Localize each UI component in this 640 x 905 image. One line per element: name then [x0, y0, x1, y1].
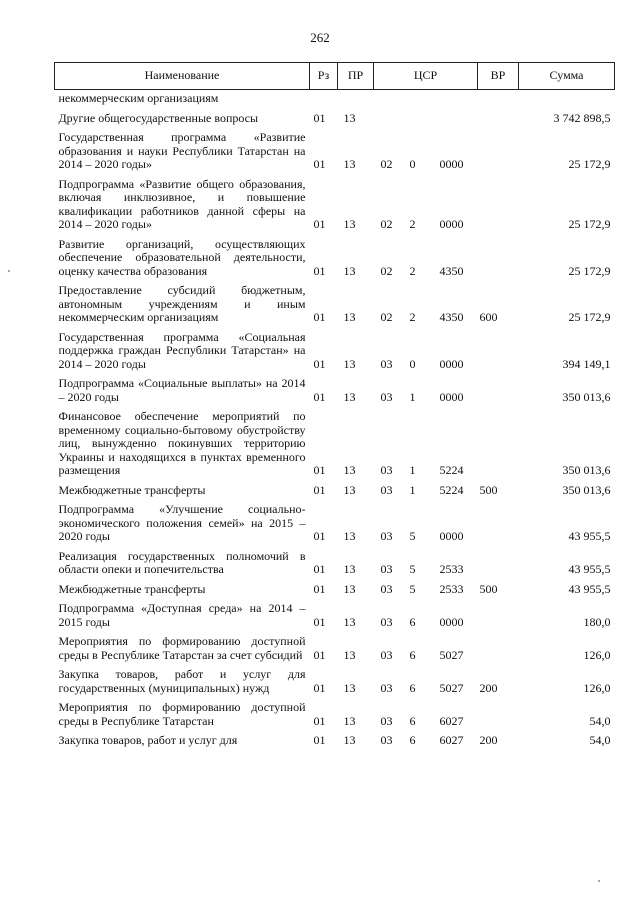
row-rz: 01 — [313, 647, 326, 662]
row-sum: 350 013,6 — [562, 463, 611, 477]
row-rz: 01 — [313, 482, 326, 497]
row-name: Государственная программа «Развитие образования и науки Республики Татарстан на 2014 – 2020 годы» — [58, 130, 306, 171]
row-rz: 01 — [313, 157, 326, 171]
row-csr-program: 03 — [380, 733, 393, 747]
row-rz: 01 — [313, 733, 326, 747]
row-sum: 54,0 — [589, 733, 611, 747]
row-rz: 01 — [313, 217, 326, 231]
table-row — [55, 278, 615, 325]
table-row — [55, 325, 615, 372]
page-number: 262 — [310, 30, 330, 45]
row-pr: 13 — [343, 157, 356, 171]
row-sum: 126,0 — [583, 647, 611, 662]
continuation-row — [55, 90, 615, 106]
row-csr-code: 5027 — [439, 647, 464, 662]
row-vr — [478, 125, 519, 172]
row-rz: 01 — [313, 356, 326, 371]
row-csr-program: 03 — [380, 713, 393, 728]
scan-speck — [598, 880, 600, 882]
scan-speck — [8, 270, 10, 272]
row-sum: 43 955,5 — [568, 529, 611, 543]
row-rz: 01 — [313, 562, 326, 576]
row-csr-subprogram: 6 — [409, 647, 416, 662]
table-row — [55, 596, 615, 629]
row-csr-subprogram: 1 — [409, 389, 416, 404]
row-csr-code: 5224 — [439, 463, 464, 477]
row-pr: 13 — [343, 647, 356, 662]
row-vr: 200 — [479, 733, 498, 747]
row-csr-subprogram: 5 — [409, 562, 416, 576]
table-row — [55, 662, 615, 695]
row-pr: 13 — [343, 562, 356, 576]
table-row — [55, 404, 615, 478]
row-rz: 01 — [313, 263, 326, 278]
table-row — [55, 232, 615, 279]
row-csr-program: 03 — [380, 581, 393, 596]
row-vr — [478, 695, 519, 728]
row-vr — [478, 544, 519, 577]
row-csr-program: 03 — [380, 389, 393, 404]
row-csr-code: 2533 — [439, 562, 464, 576]
table-row — [55, 577, 615, 597]
row-csr-code: 5224 — [439, 482, 464, 497]
row-sum: 54,0 — [589, 713, 611, 728]
row-csr-subprogram: 6 — [409, 733, 416, 747]
row-name: Другие общегосударственные вопросы — [58, 110, 259, 125]
row-rz: 01 — [313, 614, 326, 629]
row-vr: 200 — [479, 680, 498, 695]
table-header — [55, 63, 615, 90]
row-name: Подпрограмма «Улучшение социально-экономического положения семей» на 2015 – 2020 годы — [58, 502, 306, 543]
row-name: Мероприятия по формированию доступной среды в Республике Татарстан — [58, 700, 306, 728]
row-vr: 600 — [479, 310, 498, 324]
row-rz: 01 — [313, 529, 326, 543]
row-vr: 500 — [479, 581, 498, 596]
row-name: Межбюджетные трансферты — [58, 581, 206, 596]
row-vr — [478, 629, 519, 662]
row-name: Подпрограмма «Социальные выплаты» на 2014 – 2020 годы — [58, 376, 306, 404]
row-sum: 43 955,5 — [568, 581, 611, 596]
row-csr-subprogram — [400, 106, 426, 126]
row-sum: 394 149,1 — [562, 356, 611, 371]
row-pr: 13 — [343, 581, 356, 596]
header-rz: Рз — [310, 63, 338, 90]
row-csr-program: 03 — [380, 614, 393, 629]
table-row — [55, 106, 615, 126]
continuation-text: некоммерческим организациям — [58, 91, 219, 105]
row-name: Межбюджетные трансферты — [58, 482, 206, 497]
row-rz: 01 — [313, 680, 326, 695]
row-csr-program: 03 — [380, 647, 393, 662]
row-name: Развитие организаций, осуществляющих обеспечение образовательной деятельности, оценку качества образования — [58, 236, 306, 278]
row-pr: 13 — [343, 263, 356, 278]
row-csr-subprogram: 6 — [409, 614, 416, 629]
row-name: Закупка товаров, работ и услуг для — [58, 733, 238, 747]
row-csr-code: 4350 — [439, 263, 464, 278]
row-pr: 13 — [343, 463, 356, 477]
row-csr-subprogram: 1 — [409, 482, 416, 497]
row-csr-program: 02 — [380, 263, 393, 278]
table-row — [55, 478, 615, 498]
table-row — [55, 125, 615, 172]
row-csr-program: 03 — [380, 562, 393, 576]
row-csr-program: 02 — [380, 217, 393, 231]
row-csr-code: 0000 — [439, 356, 464, 371]
row-vr — [478, 404, 519, 478]
row-sum: 3 742 898,5 — [553, 110, 611, 125]
row-csr-code: 2533 — [439, 581, 464, 596]
row-pr: 13 — [343, 110, 356, 125]
row-pr: 13 — [343, 356, 356, 371]
row-sum: 126,0 — [583, 680, 611, 695]
row-csr-code: 0000 — [439, 614, 464, 629]
row-csr-program: 02 — [380, 310, 393, 324]
row-pr: 13 — [343, 680, 356, 695]
row-pr: 13 — [343, 733, 356, 747]
row-pr: 13 — [343, 614, 356, 629]
row-csr-code: 6027 — [439, 733, 464, 747]
row-csr-program: 03 — [380, 529, 393, 543]
row-sum: 180,0 — [583, 614, 611, 629]
row-pr: 13 — [343, 389, 356, 404]
row-name: Предоставление субсидий бюджетным, автономным учреждениям и иным некоммерческим организациям — [58, 283, 306, 324]
row-name: Финансовое обеспечение мероприятий по временному социально-бытовому обустройству лиц, вынужденно покинувших территорию Украины и находящихся в пунктах временного размещения — [58, 409, 306, 477]
row-sum: 25 172,9 — [568, 310, 611, 324]
row-sum: 25 172,9 — [568, 157, 611, 171]
row-csr-code: 0000 — [439, 217, 464, 231]
row-csr-program — [374, 106, 400, 126]
table-row — [55, 497, 615, 544]
row-sum: 25 172,9 — [568, 263, 611, 278]
row-csr-subprogram: 0 — [409, 157, 416, 171]
row-rz: 01 — [313, 310, 326, 324]
row-sum: 350 013,6 — [562, 389, 611, 404]
row-rz: 01 — [313, 581, 326, 596]
row-vr — [478, 497, 519, 544]
header-sum: Сумма — [519, 63, 615, 90]
row-vr — [478, 172, 519, 232]
row-name: Мероприятия по формированию доступной среды в Республике Татарстан за счет субсидий — [58, 634, 306, 662]
row-name: Подпрограмма «Развитие общего образования, включая инклюзивное, и повышение квалификации работников данной сферы на 2014 – 2020 годы» — [58, 176, 306, 231]
row-csr-code — [426, 106, 478, 126]
row-sum: 25 172,9 — [568, 217, 611, 231]
row-vr: 500 — [479, 482, 498, 497]
row-csr-subprogram: 2 — [409, 217, 416, 231]
row-sum: 43 955,5 — [568, 562, 611, 576]
row-name: Подпрограмма «Доступная среда» на 2014 – 2015 годы — [58, 601, 306, 629]
row-pr: 13 — [343, 217, 356, 231]
header-pr: ПР — [338, 63, 374, 90]
row-csr-program: 02 — [380, 157, 393, 171]
row-csr-code: 0000 — [439, 389, 464, 404]
row-rz: 01 — [313, 713, 326, 728]
row-name: Закупка товаров, работ и услуг для государственных (муниципальных) нужд — [58, 667, 306, 695]
row-vr — [478, 106, 519, 126]
row-csr-code: 4350 — [439, 310, 464, 324]
table-row — [55, 544, 615, 577]
table-row — [55, 629, 615, 662]
row-name: Государственная программа «Социальная поддержка граждан Республики Татарстан» на 2014 – 2020 годы — [58, 329, 306, 371]
row-rz: 01 — [313, 463, 326, 477]
row-csr-subprogram: 1 — [409, 463, 416, 477]
row-rz: 01 — [313, 110, 326, 125]
row-csr-code: 5027 — [439, 680, 464, 695]
row-vr — [478, 596, 519, 629]
header-csr: ЦСР — [374, 63, 478, 90]
table-row — [55, 172, 615, 232]
row-csr-subprogram: 2 — [409, 263, 416, 278]
row-csr-program: 03 — [380, 482, 393, 497]
row-sum: 350 013,6 — [562, 482, 611, 497]
table-row — [55, 371, 615, 404]
row-pr: 13 — [343, 713, 356, 728]
row-name: Реализация государственных полномочий в области опеки и попечительства — [58, 548, 306, 576]
row-csr-subprogram: 5 — [409, 581, 416, 596]
row-pr: 13 — [343, 482, 356, 497]
row-csr-code: 0000 — [439, 529, 464, 543]
table-row — [55, 728, 615, 748]
table-row — [55, 695, 615, 728]
row-vr — [478, 325, 519, 372]
row-csr-subprogram: 0 — [409, 356, 416, 371]
row-csr-program: 03 — [380, 356, 393, 371]
row-csr-code: 6027 — [439, 713, 464, 728]
row-csr-code: 0000 — [439, 157, 464, 171]
row-pr: 13 — [343, 310, 356, 324]
row-csr-subprogram: 6 — [409, 713, 416, 728]
row-csr-program: 03 — [380, 463, 393, 477]
budget-table — [54, 62, 615, 748]
header-name: Наименование — [55, 63, 310, 90]
row-pr: 13 — [343, 529, 356, 543]
row-rz: 01 — [313, 389, 326, 404]
row-csr-subprogram: 6 — [409, 680, 416, 695]
header-vr: ВР — [478, 63, 519, 90]
row-csr-subprogram: 5 — [409, 529, 416, 543]
row-vr — [478, 232, 519, 279]
row-vr — [478, 371, 519, 404]
row-csr-subprogram: 2 — [409, 310, 416, 324]
row-csr-program: 03 — [380, 680, 393, 695]
